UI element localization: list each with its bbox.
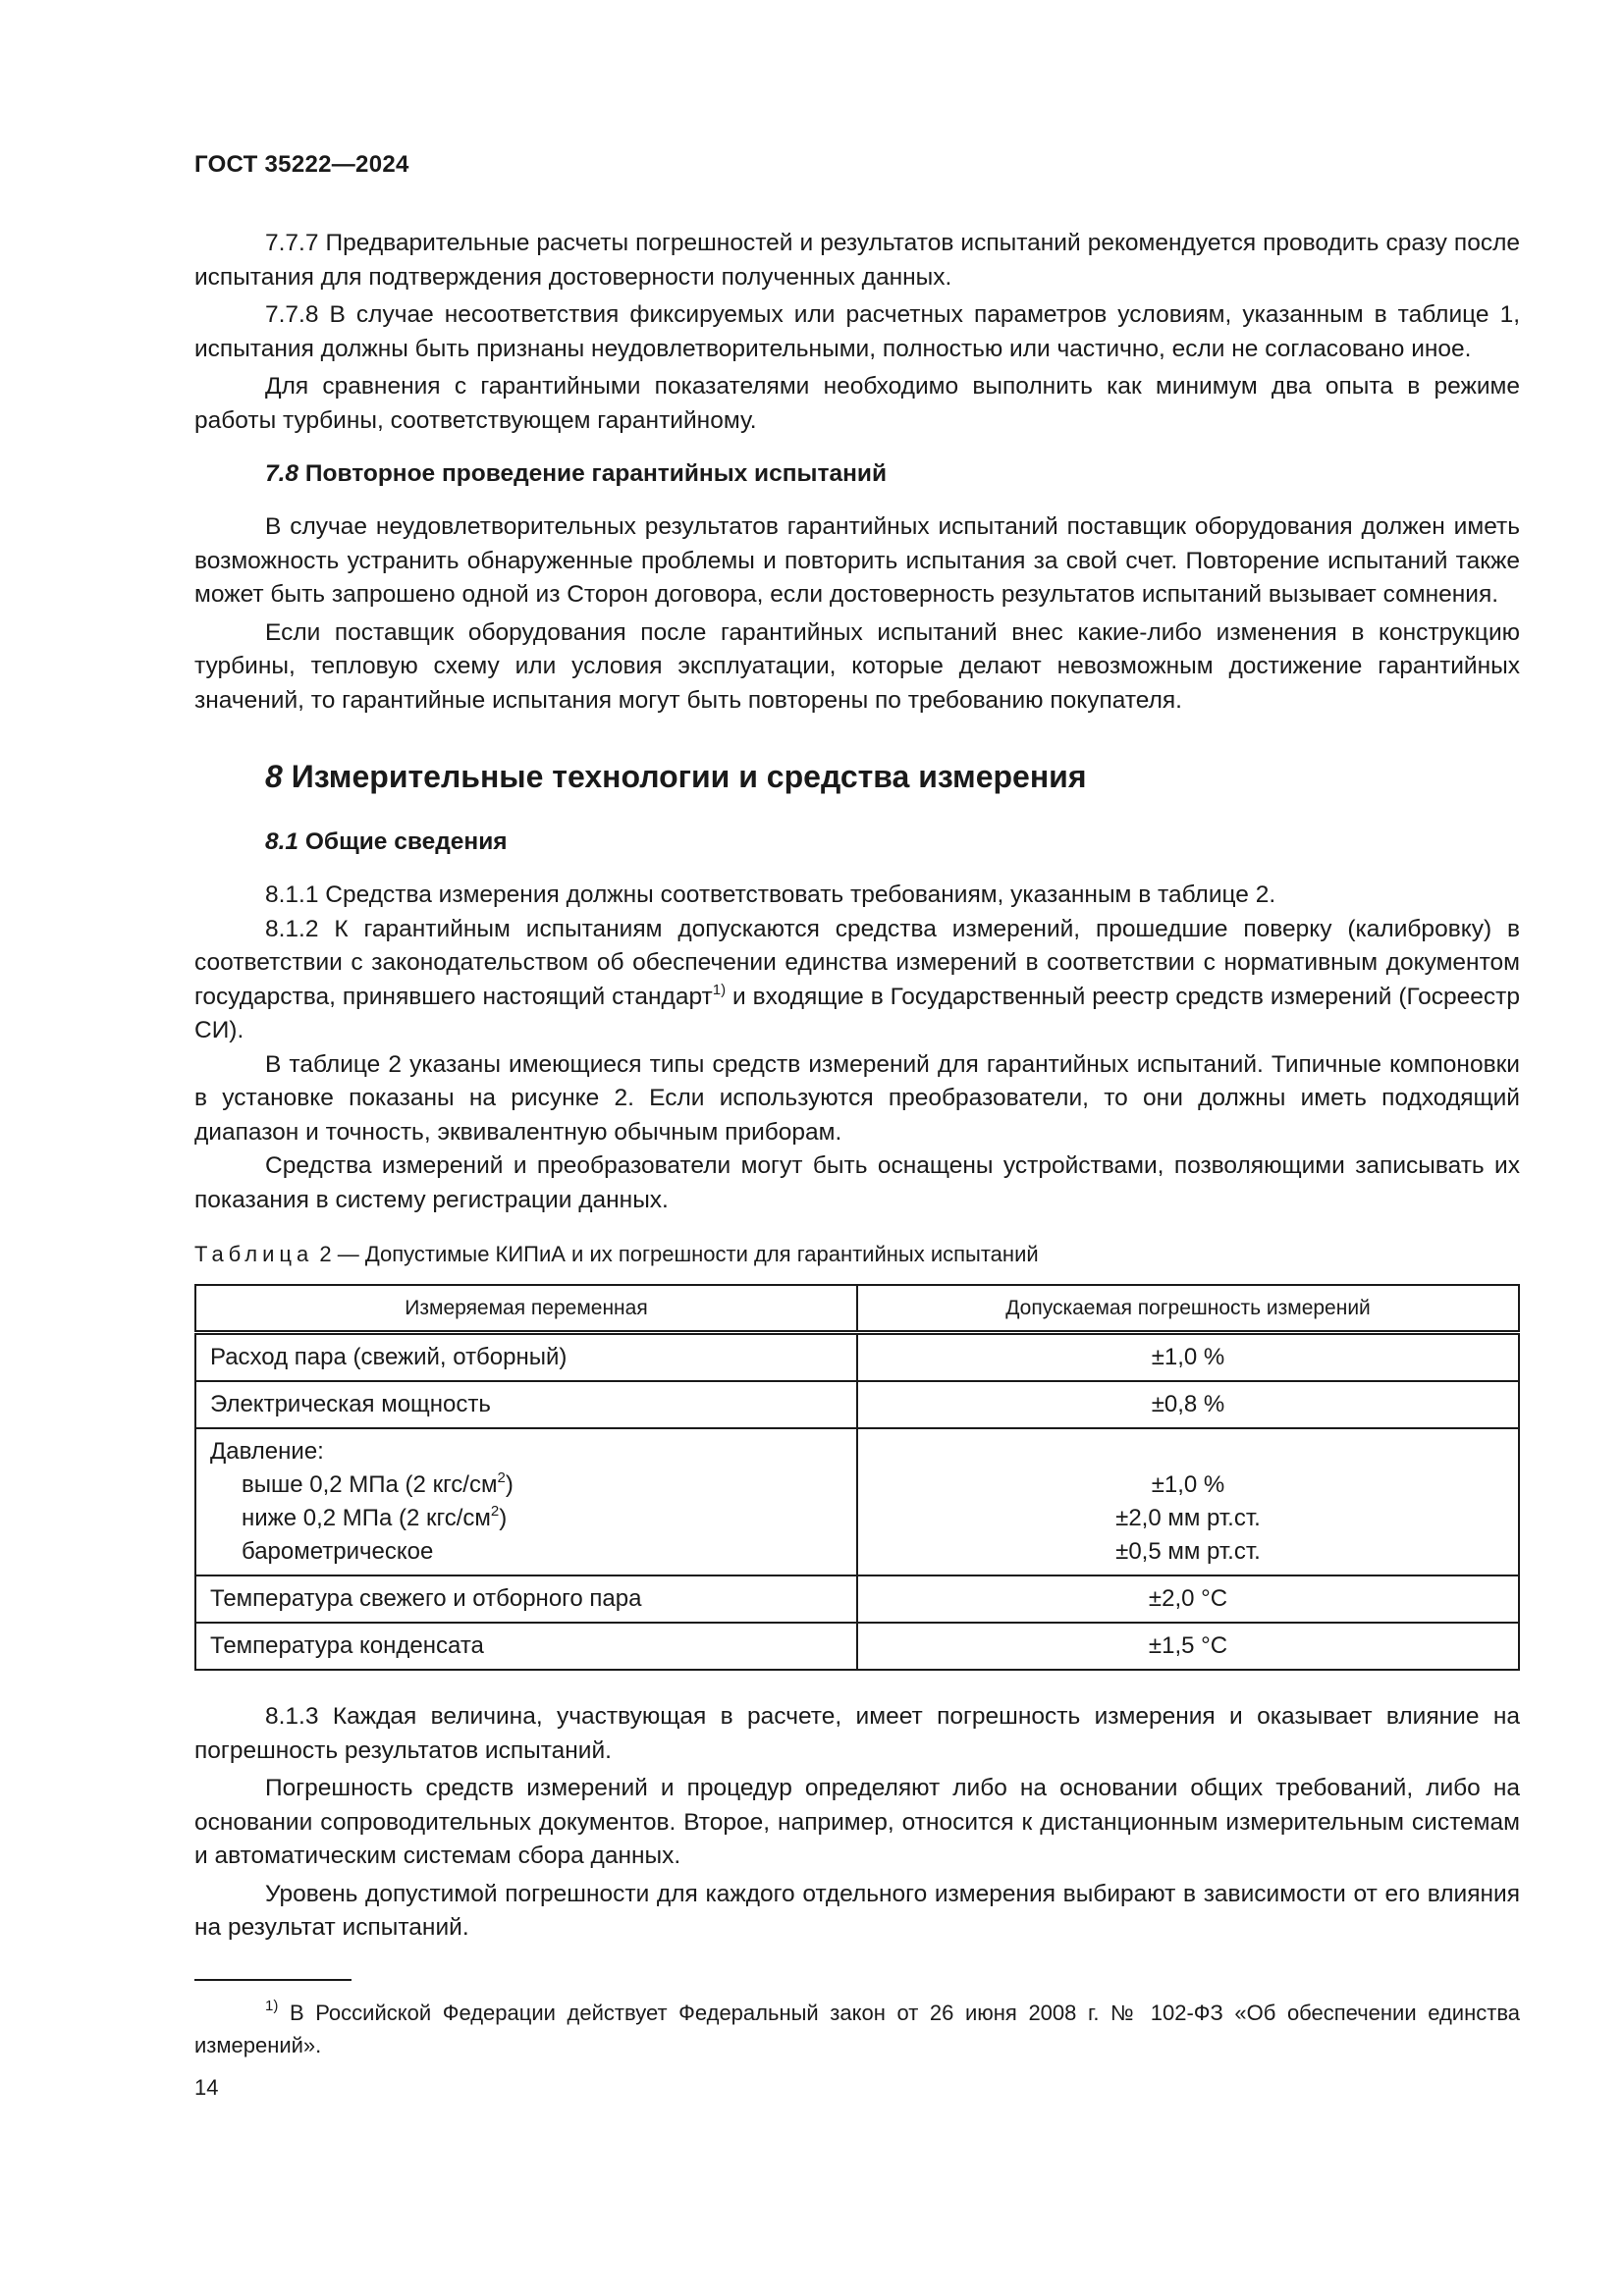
pressure-above-error: ±1,0 % [1151,1471,1225,1498]
table-caption-text: 2 — Допустимые КИПиА и их погрешности для гарантийных испытаний [313,1242,1039,1266]
cell-pressure-variable [195,1428,857,1575]
paragraph-7-7-8: 7.7.8 В случае несоответствия фиксируемых или расчетных параметров условиям, указанным в таблице 1, испытания должны быть признаны неудовлетворительными, полностью или частично, если не согласовано иное. [194,301,1520,362]
heading-8-title: Измерительные технологии и средства измерения [291,759,1087,794]
cell-variable: Температура свежего и отборного пара [195,1575,857,1623]
heading-8-number: 8 [265,759,283,794]
table-header-row [195,1285,1519,1333]
footnote-reference: 1) [712,981,727,998]
cell-variable: Расход пара (свежий, отборный) [195,1333,857,1382]
heading-8-1-title: Общие сведения [304,828,508,855]
cell-variable: Электрическая мощность [195,1381,857,1428]
pressure-below-text: ниже 0,2 МПа (2 кгс/см [242,1505,491,1531]
paragraph-comparison: Для сравнения с гарантийными показателями необходимо выполнить как минимум два опыта в режиме работы турбины, соответствующем гарантийному. [194,373,1520,434]
pressure-below-close: ) [499,1505,508,1531]
paragraph-8-1-2 [194,913,1520,1048]
paragraph-7-8-2: Если поставщик оборудования после гарантийных испытаний внес какие-либо изменения в конструкцию турбины, тепловую схему или условия эксплуатации, которые делают невозможным достижение гарантийных значений, то гарантийные испытания могут быть повторены по требованию покупателя. [194,618,1520,714]
heading-8 [194,757,1520,796]
footnote-marker: 1) [265,1997,279,2014]
footnote-text: В Российской Федерации действует Федеральный закон от 26 июня 2008 г. № 102-ФЗ «Об обеспечении единства измерений». [194,2000,1520,2057]
pressure-label: Давление: [210,1438,324,1465]
document-code-header: ГОСТ 35222—2024 [194,151,409,178]
paragraph-error-sources: Погрешность средств измерений и процедур определяют либо на основании общих требований, либо на основании сопроводительных документов. Второе, например, относится к дистанционным измерительным системам и автоматическим системам сбора данных. [194,1775,1520,1869]
footnote-separator [194,1979,352,1981]
paragraph-8-1-2-tail: и входящие в Государственный реестр средств измерений (Госреестр СИ). [194,983,1520,1043]
page-number: 14 [194,2074,219,2100]
heading-8-1 [194,826,1520,859]
heading-8-1-number: 8.1 [265,828,299,855]
pressure-barometric: барометрическое [242,1538,434,1565]
paragraph-8-1-3: 8.1.3 Каждая величина, участвующая в расчете, имеет погрешность измерения и оказывает влияние на погрешность результатов испытаний. [194,1703,1520,1764]
paragraph-transducers: Средства измерений и преобразователи могут быть оснащены устройствами, позволяющими записывать их показания в систему регистрации данных. [194,1152,1520,1213]
paragraph-8-1-2-text: 8.1.2 К гарантийным испытаниям допускаются средства измерений, прошедшие поверку (калибровку) в соответствии с законодательством об обеспечении единства измерений в соответствии с нормативным документом государства, принявшего настоящий стандарт [194,915,1520,1010]
column-header-variable: Измеряемая переменная [195,1285,857,1333]
cell-error: ±0,8 % [857,1381,1519,1428]
paragraph-error-level: Уровень допустимой погрешности для каждого отдельного измерения выбирают в зависимости от его влияния на результат испытаний. [194,1880,1520,1941]
cell-variable: Температура конденсата [195,1623,857,1670]
pressure-above [210,1468,842,1502]
pressure-above-text: выше 0,2 МПа (2 кгс/см [242,1471,498,1498]
cell-pressure-errors [857,1428,1519,1575]
page-body [194,227,1520,2101]
paragraph-8-1-1: 8.1.1 Средства измерения должны соответствовать требованиям, указанным в таблице 2. [265,881,1276,908]
cell-error: ±2,0 °С [857,1575,1519,1623]
column-header-error: Допускаемая погрешность измерений [857,1285,1519,1333]
after-table-text [194,1700,1520,1946]
paragraph-7-7-7: 7.7.7 Предварительные расчеты погрешностей и результатов испытаний рекомендуется проводить сразу после испытания для подтверждения достоверности полученных данных. [194,230,1520,291]
superscript-2: 2 [490,1503,500,1520]
cell-error: ±1,5 °С [857,1623,1519,1670]
paragraph-table-2-intro: В таблице 2 указаны имеющиеся типы средств измерений для гарантийных испытаний. Типичные компоновки в установке показаны на рисунке 2. Если используются преобразователи, то они должны иметь подходящий диапазон и точность, эквивалентную обычным приборам. [194,1050,1520,1146]
footnote [194,1997,1520,2061]
pressure-above-close: ) [505,1471,514,1498]
table-caption-label: Таблица [194,1242,314,1266]
table-row [195,1623,1519,1670]
pressure-below [210,1502,842,1535]
table-caption [194,1241,1520,1268]
superscript-2: 2 [497,1469,506,1486]
measurement-error-table [194,1284,1520,1671]
table-row-pressure [195,1428,1519,1575]
table-row [195,1381,1519,1428]
heading-7-8-number: 7.8 [265,460,299,487]
table-row [195,1575,1519,1623]
table-row [195,1333,1519,1382]
cell-error: ±1,0 % [857,1333,1519,1382]
pressure-below-error: ±2,0 мм рт.ст. [1115,1505,1261,1531]
heading-7-8-title: Повторное проведение гарантийных испытаний [304,460,888,487]
pressure-barometric-error: ±0,5 мм рт.ст. [1115,1538,1261,1565]
paragraph-7-8-1: В случае неудовлетворительных результатов гарантийных испытаний поставщик оборудования должен иметь возможность устранить обнаруженные проблемы и повторить испытания за свой счет. Повторение испытаний также может быть запрошено одной из Сторон договора, если достоверность результатов испытаний вызывает сомнения. [194,513,1520,608]
heading-7-8 [194,457,1520,491]
